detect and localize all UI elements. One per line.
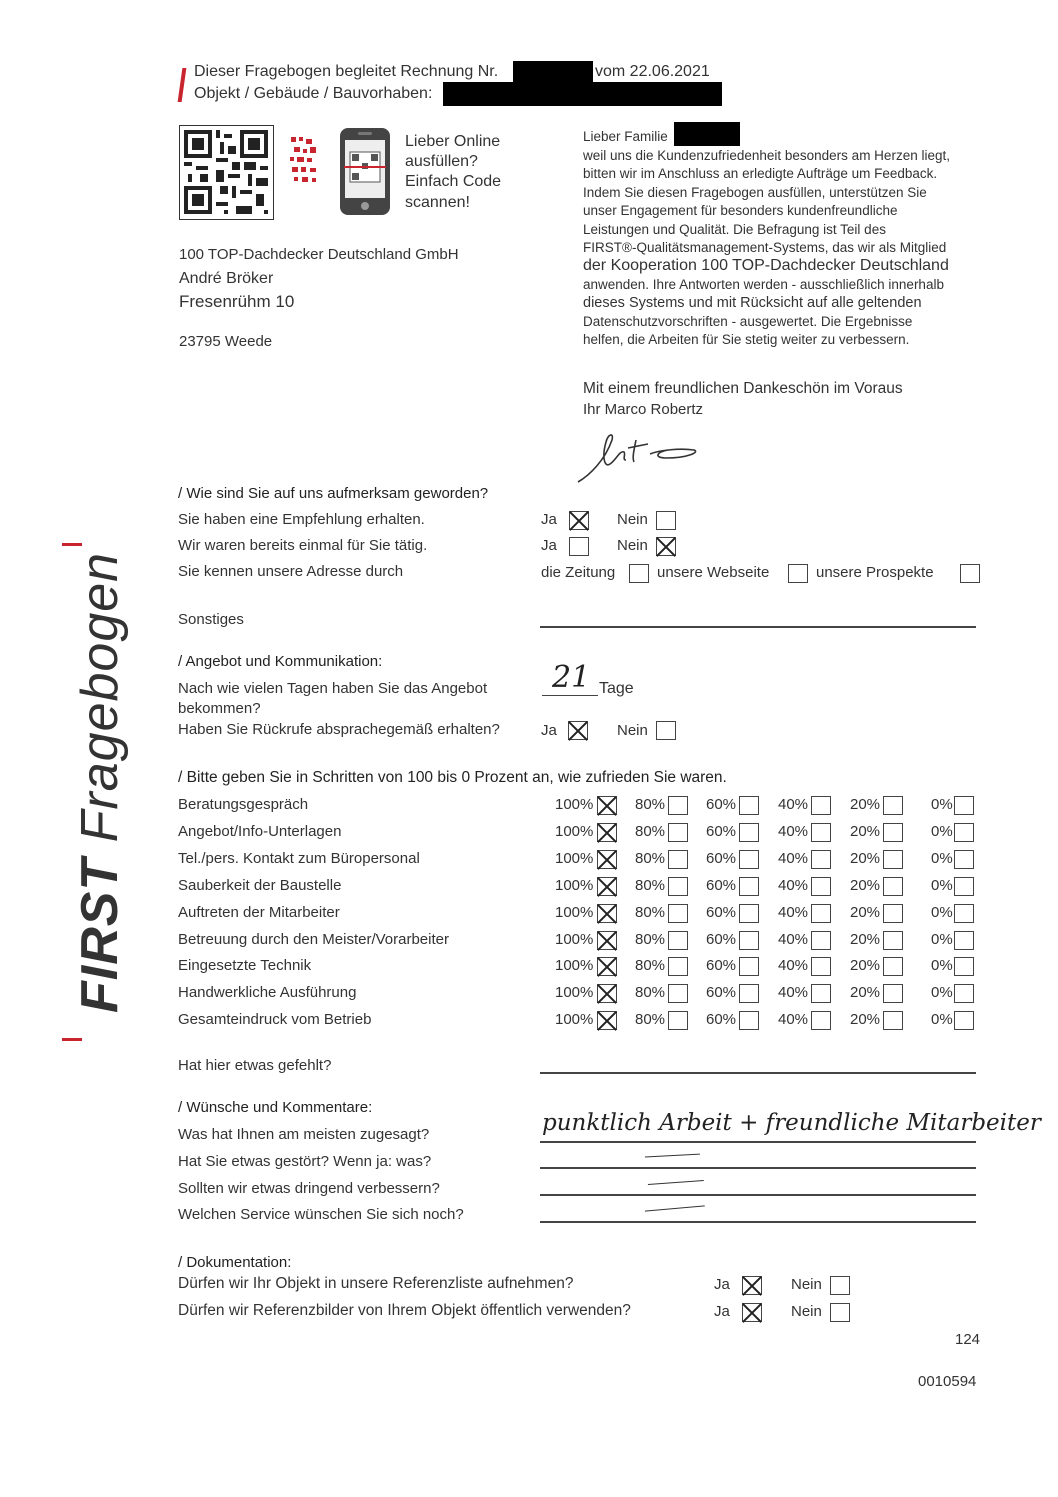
rating-option-label: 20% bbox=[850, 877, 881, 894]
wishes-q4: Welchen Service wünschen Sie sich noch? bbox=[178, 1206, 464, 1223]
rating-option-checkbox[interactable] bbox=[668, 904, 688, 923]
docs-q1-ja-label: Ja bbox=[714, 1276, 730, 1293]
attention-sonstiges-label: Sonstiges bbox=[178, 611, 244, 628]
rating-option-checkbox[interactable] bbox=[668, 931, 688, 950]
rating-option-label: 40% bbox=[778, 796, 809, 813]
offer-q2-ja-label: Ja bbox=[541, 722, 557, 739]
address-street: Fresenrühm 10 bbox=[179, 292, 295, 311]
rating-option-checkbox[interactable] bbox=[954, 877, 974, 896]
rating-missing-label: Hat hier etwas gefehlt? bbox=[178, 1057, 332, 1074]
header-invoice-date: vom 22.06.2021 bbox=[595, 63, 710, 80]
rating-option-label: 20% bbox=[850, 931, 881, 948]
rating-option-checkbox[interactable] bbox=[739, 796, 759, 815]
rating-option-checkbox[interactable] bbox=[668, 877, 688, 896]
footer-page-number: 124 bbox=[955, 1331, 981, 1348]
rating-option-checkbox[interactable] bbox=[811, 984, 831, 1003]
docs-q2-ja-label: Ja bbox=[714, 1303, 730, 1320]
offer-q2: Haben Sie Rückrufe absprachegemäß erhalten? bbox=[178, 721, 500, 738]
letter-line: FIRST®-Qualitätsmanagement-Systems, das wir als Mitglied bbox=[583, 240, 947, 256]
rating-option-label: 60% bbox=[706, 984, 737, 1001]
attention-q2-ja-label: Ja bbox=[541, 537, 557, 554]
rating-option-label: 40% bbox=[778, 850, 809, 867]
address-name: André Bröker bbox=[179, 270, 274, 287]
rating-option-checkbox[interactable] bbox=[811, 904, 831, 923]
rating-option-checkbox[interactable] bbox=[883, 957, 903, 976]
rating-option-label: 60% bbox=[706, 957, 737, 974]
docs-q2: Dürfen wir Referenzbilder von Ihrem Objekt öffentlich verwenden? bbox=[178, 1302, 631, 1319]
rating-option-checkbox[interactable] bbox=[811, 850, 831, 869]
rating-option-checkbox[interactable] bbox=[954, 850, 974, 869]
rating-option-checkbox[interactable] bbox=[954, 931, 974, 950]
rating-option-checkbox[interactable] bbox=[597, 850, 617, 869]
rating-option-label: 20% bbox=[850, 957, 881, 974]
rating-option-label: 60% bbox=[706, 1011, 737, 1028]
rating-row-label: Betreuung durch den Meister/Vorarbeiter bbox=[178, 931, 449, 948]
offer-q1-line2: bekommen? bbox=[178, 700, 261, 717]
rating-option-checkbox[interactable] bbox=[883, 823, 903, 842]
wishes-a4-line[interactable] bbox=[540, 1221, 976, 1223]
rating-option-label: 0% bbox=[931, 931, 953, 948]
attention-q1: Sie haben eine Empfehlung erhalten. bbox=[178, 511, 425, 528]
rating-option-label: 80% bbox=[635, 957, 666, 974]
rating-option-checkbox[interactable] bbox=[739, 823, 759, 842]
rating-option-checkbox[interactable] bbox=[883, 931, 903, 950]
rating-option-checkbox[interactable] bbox=[739, 957, 759, 976]
docs-q2-nein-checkbox[interactable] bbox=[830, 1303, 850, 1322]
rating-row-label: Auftreten der Mitarbeiter bbox=[178, 904, 340, 921]
rating-option-checkbox[interactable] bbox=[883, 904, 903, 923]
wishes-a2-line[interactable] bbox=[540, 1167, 976, 1169]
wishes-a1-line bbox=[540, 1141, 976, 1143]
offer-q1-unit: Tage bbox=[599, 680, 634, 697]
letter-line: weil uns die Kundenzufriedenheit besonders am Herzen liegt, bbox=[583, 148, 950, 163]
attention-q1-ja-label: Ja bbox=[541, 511, 557, 528]
rating-row-label: Sauberkeit der Baustelle bbox=[178, 877, 342, 894]
rating-option-label: 20% bbox=[850, 796, 881, 813]
rating-option-label: 100% bbox=[555, 823, 594, 840]
rating-row-label: Angebot/Info-Unterlagen bbox=[178, 823, 342, 840]
header-object-label: Objekt / Gebäude / Bauvorhaben: bbox=[194, 85, 433, 102]
rating-option-label: 80% bbox=[635, 850, 666, 867]
rating-option-label: 100% bbox=[555, 957, 594, 974]
attention-heading: / Wie sind Sie auf uns aufmerksam geworden? bbox=[178, 485, 489, 502]
rating-option-checkbox[interactable] bbox=[739, 850, 759, 869]
letter-greeting: Lieber Familie bbox=[583, 129, 668, 144]
docs-q1: Dürfen wir Ihr Objekt in unsere Referenzliste aufnehmen? bbox=[178, 1275, 574, 1292]
rating-option-label: 20% bbox=[850, 850, 881, 867]
letter-line: anwenden. Ihre Antworten werden - ausschließlich innerhalb bbox=[583, 276, 944, 292]
docs-q2-nein-label: Nein bbox=[791, 1303, 822, 1320]
rating-option-label: 0% bbox=[931, 904, 953, 921]
offer-q2-nein-label: Nein bbox=[617, 722, 648, 739]
letter-closing-2: Ihr Marco Robertz bbox=[583, 401, 704, 418]
rating-option-label: 80% bbox=[635, 984, 666, 1001]
rating-option-label: 80% bbox=[635, 931, 666, 948]
rating-option-checkbox[interactable] bbox=[811, 877, 831, 896]
rating-option-checkbox[interactable] bbox=[954, 984, 974, 1003]
rating-option-label: 20% bbox=[850, 1011, 881, 1028]
rating-option-label: 100% bbox=[555, 796, 594, 813]
letter-line: helfen, die Arbeiten für Sie stetig weiter zu verbessern. bbox=[583, 332, 910, 348]
qr-promo-line-2: ausfüllen? bbox=[405, 153, 478, 170]
letter-line: dieses Systems und mit Rücksicht auf alle geltenden bbox=[583, 295, 922, 312]
footer-document-number: 0010594 bbox=[918, 1373, 977, 1390]
rating-option-label: 60% bbox=[706, 877, 737, 894]
rating-option-checkbox[interactable] bbox=[739, 931, 759, 950]
rating-option-checkbox[interactable] bbox=[883, 1011, 903, 1030]
docs-q1-nein-checkbox[interactable] bbox=[830, 1276, 850, 1295]
rating-option-checkbox[interactable] bbox=[883, 984, 903, 1003]
rating-option-checkbox[interactable] bbox=[954, 904, 974, 923]
rating-option-label: 100% bbox=[555, 904, 594, 921]
rating-option-checkbox[interactable] bbox=[883, 850, 903, 869]
rating-option-label: 0% bbox=[931, 957, 953, 974]
rating-option-checkbox[interactable] bbox=[811, 957, 831, 976]
wishes-q3: Sollten wir etwas dringend verbessern? bbox=[178, 1180, 440, 1197]
wishes-a3-dash bbox=[648, 1180, 704, 1189]
rating-option-checkbox[interactable] bbox=[668, 1011, 688, 1030]
attention-opt-webseite-label: unsere Webseite bbox=[657, 564, 770, 581]
rating-option-label: 0% bbox=[931, 823, 953, 840]
docs-heading: / Dokumentation: bbox=[178, 1254, 292, 1271]
rating-option-label: 80% bbox=[635, 1011, 666, 1028]
letter-closing-1: Mit einem freundlichen Dankeschön im Voraus bbox=[583, 380, 903, 397]
rating-option-checkbox[interactable] bbox=[883, 796, 903, 815]
rating-option-label: 0% bbox=[931, 850, 953, 867]
rating-option-label: 80% bbox=[635, 823, 666, 840]
rating-option-label: 60% bbox=[706, 823, 737, 840]
rating-option-label: 100% bbox=[555, 1011, 594, 1028]
offer-q1-answer[interactable]: 21 bbox=[552, 660, 591, 695]
rating-option-label: 60% bbox=[706, 850, 737, 867]
rating-option-label: 80% bbox=[635, 877, 666, 894]
rating-option-label: 60% bbox=[706, 904, 737, 921]
header-invoice-label: Dieser Fragebogen begleitet Rechnung Nr. bbox=[194, 63, 499, 80]
rating-option-checkbox[interactable] bbox=[954, 823, 974, 842]
rating-option-label: 100% bbox=[555, 850, 594, 867]
wishes-a4-dash bbox=[645, 1205, 705, 1215]
rating-option-checkbox[interactable] bbox=[668, 984, 688, 1003]
rating-option-label: 20% bbox=[850, 984, 881, 1001]
rating-option-label: 40% bbox=[778, 984, 809, 1001]
wishes-q2: Hat Sie etwas gestört? Wenn ja: was? bbox=[178, 1153, 432, 1170]
docs-q1-ja-checkbox[interactable] bbox=[742, 1276, 762, 1295]
letter-line: bitten wir im Anschluss an erledigte Aufträge um Feedback. bbox=[583, 166, 938, 182]
rating-row-label: Eingesetzte Technik bbox=[178, 957, 312, 974]
rating-option-checkbox[interactable] bbox=[739, 984, 759, 1003]
rating-option-label: 20% bbox=[850, 823, 881, 840]
rating-option-checkbox[interactable] bbox=[668, 957, 688, 976]
rating-option-checkbox[interactable] bbox=[954, 796, 974, 815]
rating-row-label: Handwerkliche Ausführung bbox=[178, 984, 357, 1001]
rating-option-label: 0% bbox=[931, 796, 953, 813]
rating-option-label: 60% bbox=[706, 931, 737, 948]
qr-promo-line-4: scannen! bbox=[405, 194, 470, 211]
rating-option-label: 40% bbox=[778, 904, 809, 921]
rating-option-label: 0% bbox=[931, 1011, 953, 1028]
attention-opt-zeitung-label: die Zeitung bbox=[541, 564, 616, 581]
attention-opt-prospekte-label: unsere Prospekte bbox=[816, 564, 934, 581]
docs-q1-nein-label: Nein bbox=[791, 1276, 822, 1293]
letter-line: Leistungen und Qualität. Die Befragung ist Teil des bbox=[583, 221, 886, 237]
rating-option-checkbox[interactable] bbox=[668, 823, 688, 842]
rating-option-checkbox[interactable] bbox=[954, 1011, 974, 1030]
side-title-first: FIRST bbox=[71, 857, 129, 1013]
rating-option-checkbox[interactable] bbox=[597, 823, 617, 842]
rating-option-checkbox[interactable] bbox=[597, 984, 617, 1003]
rating-option-label: 100% bbox=[555, 877, 594, 894]
attention-q2-nein-label: Nein bbox=[617, 537, 648, 554]
rating-option-checkbox[interactable] bbox=[811, 796, 831, 815]
rating-option-label: 100% bbox=[555, 931, 594, 948]
docs-q2-ja-checkbox[interactable] bbox=[742, 1303, 762, 1322]
rating-option-checkbox[interactable] bbox=[597, 877, 617, 896]
rating-option-label: 40% bbox=[778, 957, 809, 974]
rating-option-label: 40% bbox=[778, 1011, 809, 1028]
rating-option-checkbox[interactable] bbox=[739, 1011, 759, 1030]
wishes-a1[interactable]: punktlich Arbeit + freundliche Mitarbeiter bbox=[542, 1110, 1041, 1136]
rating-option-checkbox[interactable] bbox=[954, 957, 974, 976]
address-company: 100 TOP-Dachdecker Deutschland GmbH bbox=[179, 246, 459, 263]
rating-option-label: 60% bbox=[706, 796, 737, 813]
rating-option-label: 40% bbox=[778, 877, 809, 894]
rating-option-checkbox[interactable] bbox=[883, 877, 903, 896]
rating-option-label: 80% bbox=[635, 796, 666, 813]
rating-option-checkbox[interactable] bbox=[597, 931, 617, 950]
rating-option-checkbox[interactable] bbox=[597, 796, 617, 815]
offer-heading: / Angebot und Kommunikation: bbox=[178, 653, 383, 670]
letter-line: der Kooperation 100 TOP-Dachdecker Deutschland bbox=[583, 257, 949, 275]
letter-line: Indem Sie diesen Fragebogen ausfüllen, unterstützen Sie bbox=[583, 184, 927, 200]
rating-option-label: 40% bbox=[778, 823, 809, 840]
rating-row-label: Beratungsgespräch bbox=[178, 796, 309, 813]
rating-missing-line[interactable] bbox=[540, 1072, 976, 1074]
qr-promo-line-3: Einfach Code bbox=[405, 173, 502, 190]
attention-q2: Wir waren bereits einmal für Sie tätig. bbox=[178, 537, 428, 554]
rating-heading: / Bitte geben Sie in Schritten von 100 bis 0 Prozent an, wie zufrieden Sie waren. bbox=[178, 769, 727, 786]
rating-option-checkbox[interactable] bbox=[739, 877, 759, 896]
rating-option-label: 40% bbox=[778, 931, 809, 948]
rating-option-checkbox[interactable] bbox=[811, 823, 831, 842]
wishes-heading: / Wünsche und Kommentare: bbox=[178, 1099, 373, 1116]
letter-line: Datenschutzvorschriften - ausgewertet. Die Ergebnisse bbox=[583, 313, 913, 329]
letter-line: unser Engagement für besonders kundenfreundliche bbox=[583, 203, 898, 219]
rating-option-checkbox[interactable] bbox=[597, 957, 617, 976]
wishes-a3-line[interactable] bbox=[540, 1194, 976, 1196]
rating-option-checkbox[interactable] bbox=[811, 1011, 831, 1030]
rating-option-label: 20% bbox=[850, 904, 881, 921]
rating-row-label: Tel./pers. Kontakt zum Büropersonal bbox=[178, 850, 420, 867]
wishes-q1: Was hat Ihnen am meisten zugesagt? bbox=[178, 1126, 430, 1143]
rating-option-label: 80% bbox=[635, 904, 666, 921]
wishes-a2-dash bbox=[645, 1154, 700, 1162]
rating-option-checkbox[interactable] bbox=[597, 904, 617, 923]
rating-option-label: 100% bbox=[555, 984, 594, 1001]
rating-option-checkbox[interactable] bbox=[811, 931, 831, 950]
offer-q1-line1: Nach wie vielen Tagen haben Sie das Angebot bbox=[178, 680, 488, 697]
side-title-rest: Fragebogen bbox=[71, 551, 129, 858]
rating-option-checkbox[interactable] bbox=[597, 1011, 617, 1030]
rating-option-checkbox[interactable] bbox=[668, 796, 688, 815]
rating-option-label: 0% bbox=[931, 984, 953, 1001]
qr-promo-line-1: Lieber Online bbox=[405, 133, 501, 150]
rating-option-checkbox[interactable] bbox=[739, 904, 759, 923]
rating-row-label: Gesamteindruck vom Betrieb bbox=[178, 1011, 372, 1028]
address-city: 23795 Weede bbox=[179, 333, 273, 350]
attention-q1-nein-label: Nein bbox=[617, 511, 648, 528]
rating-option-label: 0% bbox=[931, 877, 953, 894]
attention-q3: Sie kennen unsere Adresse durch bbox=[178, 563, 404, 580]
rating-option-checkbox[interactable] bbox=[668, 850, 688, 869]
